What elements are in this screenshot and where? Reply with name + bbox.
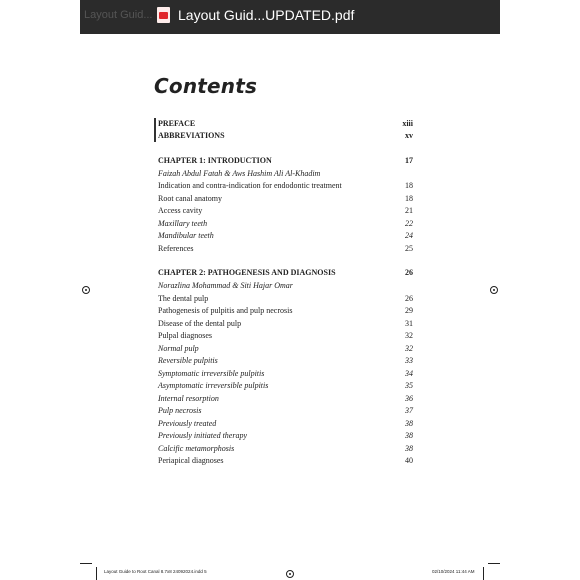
toc-entry[interactable] bbox=[158, 368, 413, 380]
registration-mark-icon bbox=[286, 570, 294, 578]
toc-entry[interactable] bbox=[158, 218, 413, 230]
slug-left: Layout Guide to Root Canal 8.7x8 24092024.indd 5 bbox=[104, 569, 207, 574]
toc-entry[interactable] bbox=[158, 380, 413, 392]
toc-entry-preface[interactable] bbox=[158, 118, 413, 130]
toc-entry-page: 35 bbox=[405, 381, 413, 390]
toc-entry-page: 18 bbox=[405, 194, 413, 203]
toc-entry-abbreviations[interactable] bbox=[158, 130, 413, 142]
crop-mark bbox=[96, 567, 97, 580]
toc-entry-page: 38 bbox=[405, 444, 413, 453]
toc-entry-title: Symptomatic irreversible pulpitis bbox=[158, 369, 265, 378]
toc-entry-page: 25 bbox=[405, 244, 413, 253]
toc-entry[interactable] bbox=[158, 180, 413, 192]
chapter-authors: Faizah Abdul Fatah & Aws Hashim Ali Al-Khadim bbox=[158, 169, 321, 178]
toc-entry-title: Mandibular teeth bbox=[158, 231, 214, 240]
toc-entry-title: Normal pulp bbox=[158, 344, 199, 353]
registration-mark-icon bbox=[490, 286, 498, 294]
document-title: Layout Guid...UPDATED.pdf bbox=[178, 7, 355, 23]
toc-entry[interactable] bbox=[158, 193, 413, 205]
toc-entry[interactable] bbox=[158, 418, 413, 430]
toc-entry-page: 24 bbox=[405, 231, 413, 240]
toc-entry-title: Internal resorption bbox=[158, 394, 219, 403]
slug-right: 02/10/2024 11:44 AM bbox=[432, 569, 475, 574]
crop-mark bbox=[488, 563, 500, 564]
contents-heading: Contents bbox=[154, 74, 258, 98]
toc-entry[interactable] bbox=[158, 393, 413, 405]
document-title-bar bbox=[80, 0, 500, 34]
toc-entry-title: Pulp necrosis bbox=[158, 406, 202, 415]
toc-entry-page: 33 bbox=[405, 356, 413, 365]
crop-mark bbox=[483, 567, 484, 580]
chapter-page: 26 bbox=[405, 268, 413, 277]
toc-entry-page: 37 bbox=[405, 406, 413, 415]
toc-entry-title: ABBREVIATIONS bbox=[158, 131, 225, 140]
toc-entry-page: 26 bbox=[405, 294, 413, 303]
chapter-2-authors bbox=[158, 280, 413, 292]
toc-entry[interactable] bbox=[158, 330, 413, 342]
toc-entry[interactable] bbox=[158, 305, 413, 317]
toc-entry[interactable] bbox=[158, 355, 413, 367]
toc-entry-title: Reversible pulpitis bbox=[158, 356, 218, 365]
toc-entry-title: Pulpal diagnoses bbox=[158, 331, 212, 340]
toc-entry-title: Asymptomatic irreversible pulpitis bbox=[158, 381, 269, 390]
chapter-title: CHAPTER 2: PATHOGENESIS AND DIAGNOSIS bbox=[158, 268, 336, 277]
toc-entry[interactable] bbox=[158, 430, 413, 442]
toc-entry-title: The dental pulp bbox=[158, 294, 209, 303]
toc-entry-page: xiii bbox=[402, 119, 413, 128]
front-matter-bar bbox=[154, 118, 156, 142]
toc-chapter-2[interactable] bbox=[158, 267, 413, 279]
toc-entry-page: 32 bbox=[405, 344, 413, 353]
toc-entry-title: Calcific metamorphosis bbox=[158, 444, 235, 453]
toc-entry-page: 29 bbox=[405, 306, 413, 315]
registration-mark-icon bbox=[82, 286, 90, 294]
toc-entry-page: 40 bbox=[405, 456, 413, 465]
toc-entry-page: 38 bbox=[405, 431, 413, 440]
toc-entry-page: 18 bbox=[405, 181, 413, 190]
toc-entry-title: Maxillary teeth bbox=[158, 219, 208, 228]
toc-entry-page: xv bbox=[405, 131, 413, 140]
pdf-file-icon bbox=[157, 7, 170, 23]
toc-entry[interactable] bbox=[158, 405, 413, 417]
toc-entry-title: Indication and contra-indication for endodontic treatment bbox=[158, 181, 342, 190]
toc-entry-page: 31 bbox=[405, 319, 413, 328]
chapter-page: 17 bbox=[405, 156, 413, 165]
toc-entry[interactable] bbox=[158, 243, 413, 255]
toc-entry-title: References bbox=[158, 244, 194, 253]
toc-entry-title: Pathogenesis of pulpitis and pulp necrosis bbox=[158, 306, 293, 315]
toc-entry[interactable] bbox=[158, 443, 413, 455]
crop-mark bbox=[80, 563, 92, 564]
title-bar-ghost-text: Layout Guid... bbox=[84, 9, 153, 21]
toc-entry-title: Disease of the dental pulp bbox=[158, 319, 242, 328]
chapter-1-authors bbox=[158, 168, 413, 180]
toc-entry-title: Previously initiated therapy bbox=[158, 431, 248, 440]
toc-entry[interactable] bbox=[158, 318, 413, 330]
toc-entry-page: 34 bbox=[405, 369, 413, 378]
toc-entry-title: Access cavity bbox=[158, 206, 203, 215]
toc-entry[interactable] bbox=[158, 230, 413, 242]
toc-entry-title: PREFACE bbox=[158, 119, 196, 128]
chapter-authors: Norazlina Mohammad & Siti Hajar Omar bbox=[158, 281, 293, 290]
toc-entry-title: Previously treated bbox=[158, 419, 217, 428]
toc-entry-page: 22 bbox=[405, 219, 413, 228]
toc-chapter-1[interactable] bbox=[158, 155, 413, 167]
toc-entry-page: 36 bbox=[405, 394, 413, 403]
toc-entry[interactable] bbox=[158, 293, 413, 305]
chapter-title: CHAPTER 1: INTRODUCTION bbox=[158, 156, 272, 165]
toc-entry[interactable] bbox=[158, 343, 413, 355]
toc-entry[interactable] bbox=[158, 205, 413, 217]
toc-entry-title: Periapical diagnoses bbox=[158, 456, 224, 465]
toc-entry-title: Root canal anatomy bbox=[158, 194, 222, 203]
toc-entry-page: 21 bbox=[405, 206, 413, 215]
toc-entry-page: 38 bbox=[405, 419, 413, 428]
toc-entry-page: 32 bbox=[405, 331, 413, 340]
toc-entry[interactable] bbox=[158, 455, 413, 467]
